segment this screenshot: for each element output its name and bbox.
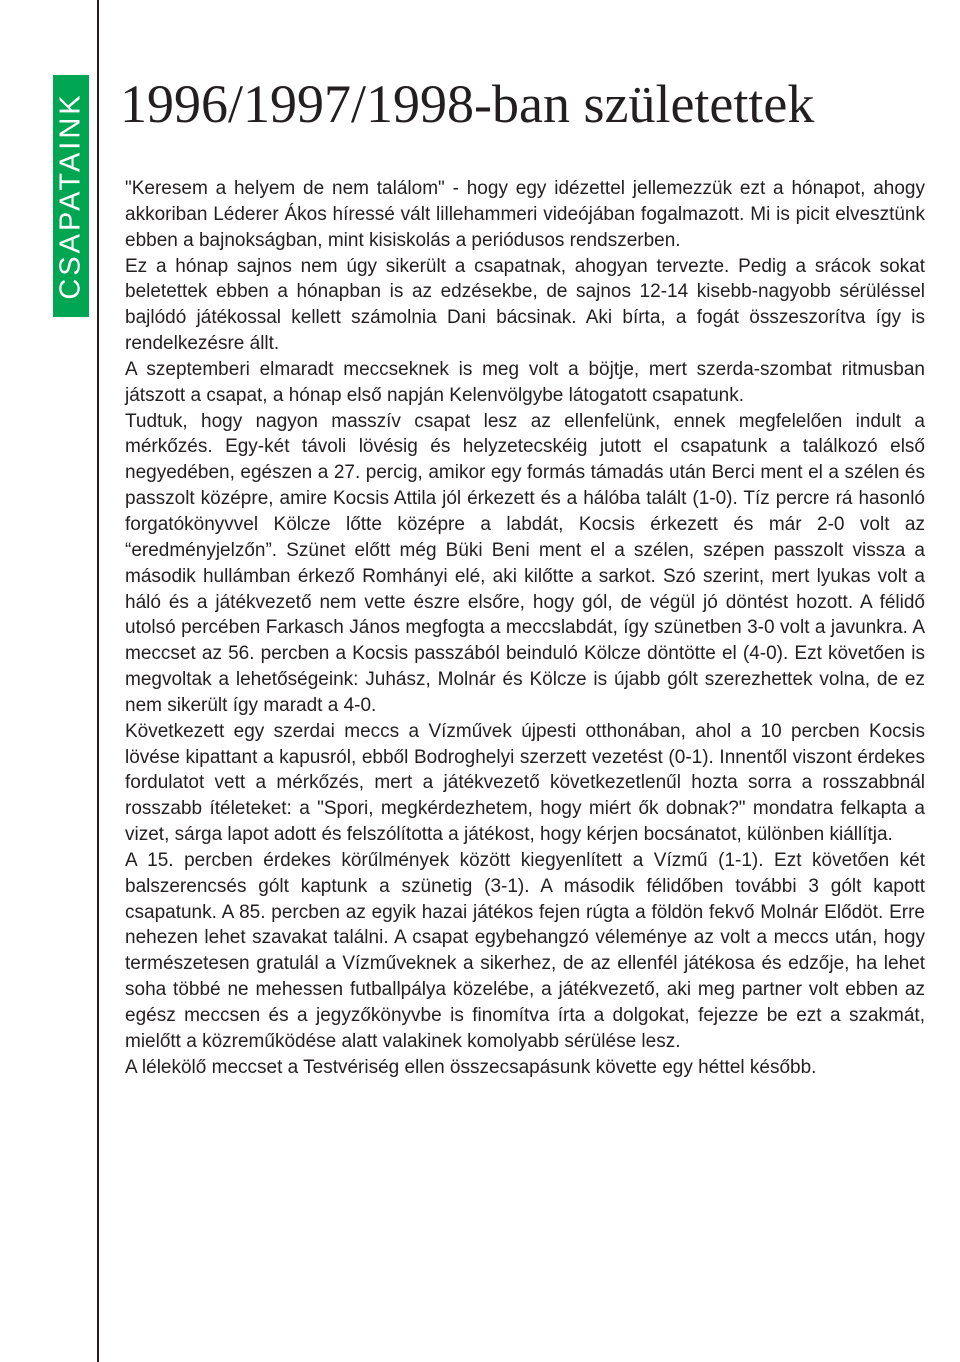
section-tab-label: CSAPATAINK	[54, 92, 87, 300]
article-paragraph: A lélekölő meccset a Testvériség ellen összecsapásunk követte egy héttel később.	[125, 1056, 817, 1078]
vertical-divider-line	[97, 0, 99, 1362]
article-paragraph: Tudtuk, hogy nagyon masszív csapat lesz az ellenfelünk, ennek megfelelően indult a mérkőzés. Egy-két távoli lövésig és helyzetecskéig jutott el csapatunk a találkozó első negyedében, egészen a 27. percig, amikor egy formás támadás után Berci ment el a szélen és passzolt középre, amire Kocsis Attila jól érkezett és a hálóba talált (1-0). Tíz percre rá hasonló forgatókönyvvel Kölcze lőtte középre a labdát, Kocsis érkezett és már 2-0 volt az “eredményjelzőn”. Szünet előtt még Büki Beni ment el a szélen, szépen passzolt vissza a második hullámban érkező Romhányi elé, aki kilőtte a sarkot. Szó szerint, mert lyukas volt a háló és a játékvezető nem vette észre elsőre, hogy gól, de végül jó döntést hozott. A félidő utolsó percében Farkasch János megfogta a meccslabdát, így szünetben 3-0 volt a javunkra. A meccset az 56. percben a Kocsis passzából beinduló Kölcze döntötte el (4-0). Ezt követően is megvoltak a lehetőségeink: Juhász, Molnár és Kölcze is újabb gólt szerezhettek volna, de ez nem sikerült így maradt a 4-0.	[125, 410, 925, 716]
article-body	[125, 176, 925, 1081]
article-paragraph: Ez a hónap sajnos nem úgy sikerült a csapatnak, ahogyan tervezte. Pedig a srácok sokat beletettek ebben a hónapban is az edzésekbe, de sajnos 12-14 kisebb-nagyobb sérüléssel bajlódó játékossal kellett számolnia Dani bácsinak. Aki bírta, a fogát összeszorítva így is rendelkezésre állt.	[125, 255, 925, 355]
article-paragraph: A szeptemberi elmaradt meccseknek is meg volt a böjtje, mert szerda-szombat ritmusban játszott a csapat, a hónap első napján Kelenvölgybe látogatott csapatunk.	[125, 358, 925, 406]
article-paragraph: "Keresem a helyem de nem találom" - hogy egy idézettel jellemezzük ezt a hónapot, ahogy akkoriban Léderer Ákos híressé vált lillehammeri videójában fogalmazott. Mi is picit elvesztünk ebben a bajnokságban, mint kisiskolás a periódusos rendszerben.	[125, 178, 925, 251]
article-paragraph: Következett egy szerdai meccs a Vízművek újpesti otthonában, ahol a 10 percben Kocsis lövése kipattant a kapusról, ebből Bodroghelyi szerzett vezetést (0-1). Innentől viszont érdekes fordulatot vett a mérkőzés, mert a játékvezető következetlenűl hozta sorra a rosszabbnál rosszabb ítéleteket: a "Spori, megkérdezhetem, hogy miért ők dobnak?" mondatra felkapta a vizet, sárga lapot adott és felszólította a játékost, hogy kérjen bocsánatot, különben kiállítja.	[125, 720, 925, 846]
article-paragraph: A 15. percben érdekes körűlmények között kiegyenlített a Vízmű (1-1). Ezt követően két balszerencsés gólt kaptunk a szünetig (3-1). A második félidőben további 3 gólt kapott csapatunk. A 85. percben az egyik hazai játékos fejen rúgta a földön fekvő Molnár Elődöt. Erre nehezen lehet szavakat találni. A csapat egybehangzó véleménye az volt a meccs után, hogy természetesen gratulál a Vízműveknek a sikerhez, de az ellenfél játékosa és edzője, ha lehet soha többé ne mehessen futballpálya közelébe, a játékvezető, aki meg partner volt ebben az egész meccsen és a jegyzőkönyvbe is finomítva írta a dolgokat, fejezze be ezt a szakmát, mielőtt a közreműködése alatt valakinek komolyabb sérülése lesz.	[125, 849, 925, 1052]
section-tab	[53, 75, 89, 317]
page-title: 1996/1997/1998-ban születettek	[120, 74, 815, 134]
